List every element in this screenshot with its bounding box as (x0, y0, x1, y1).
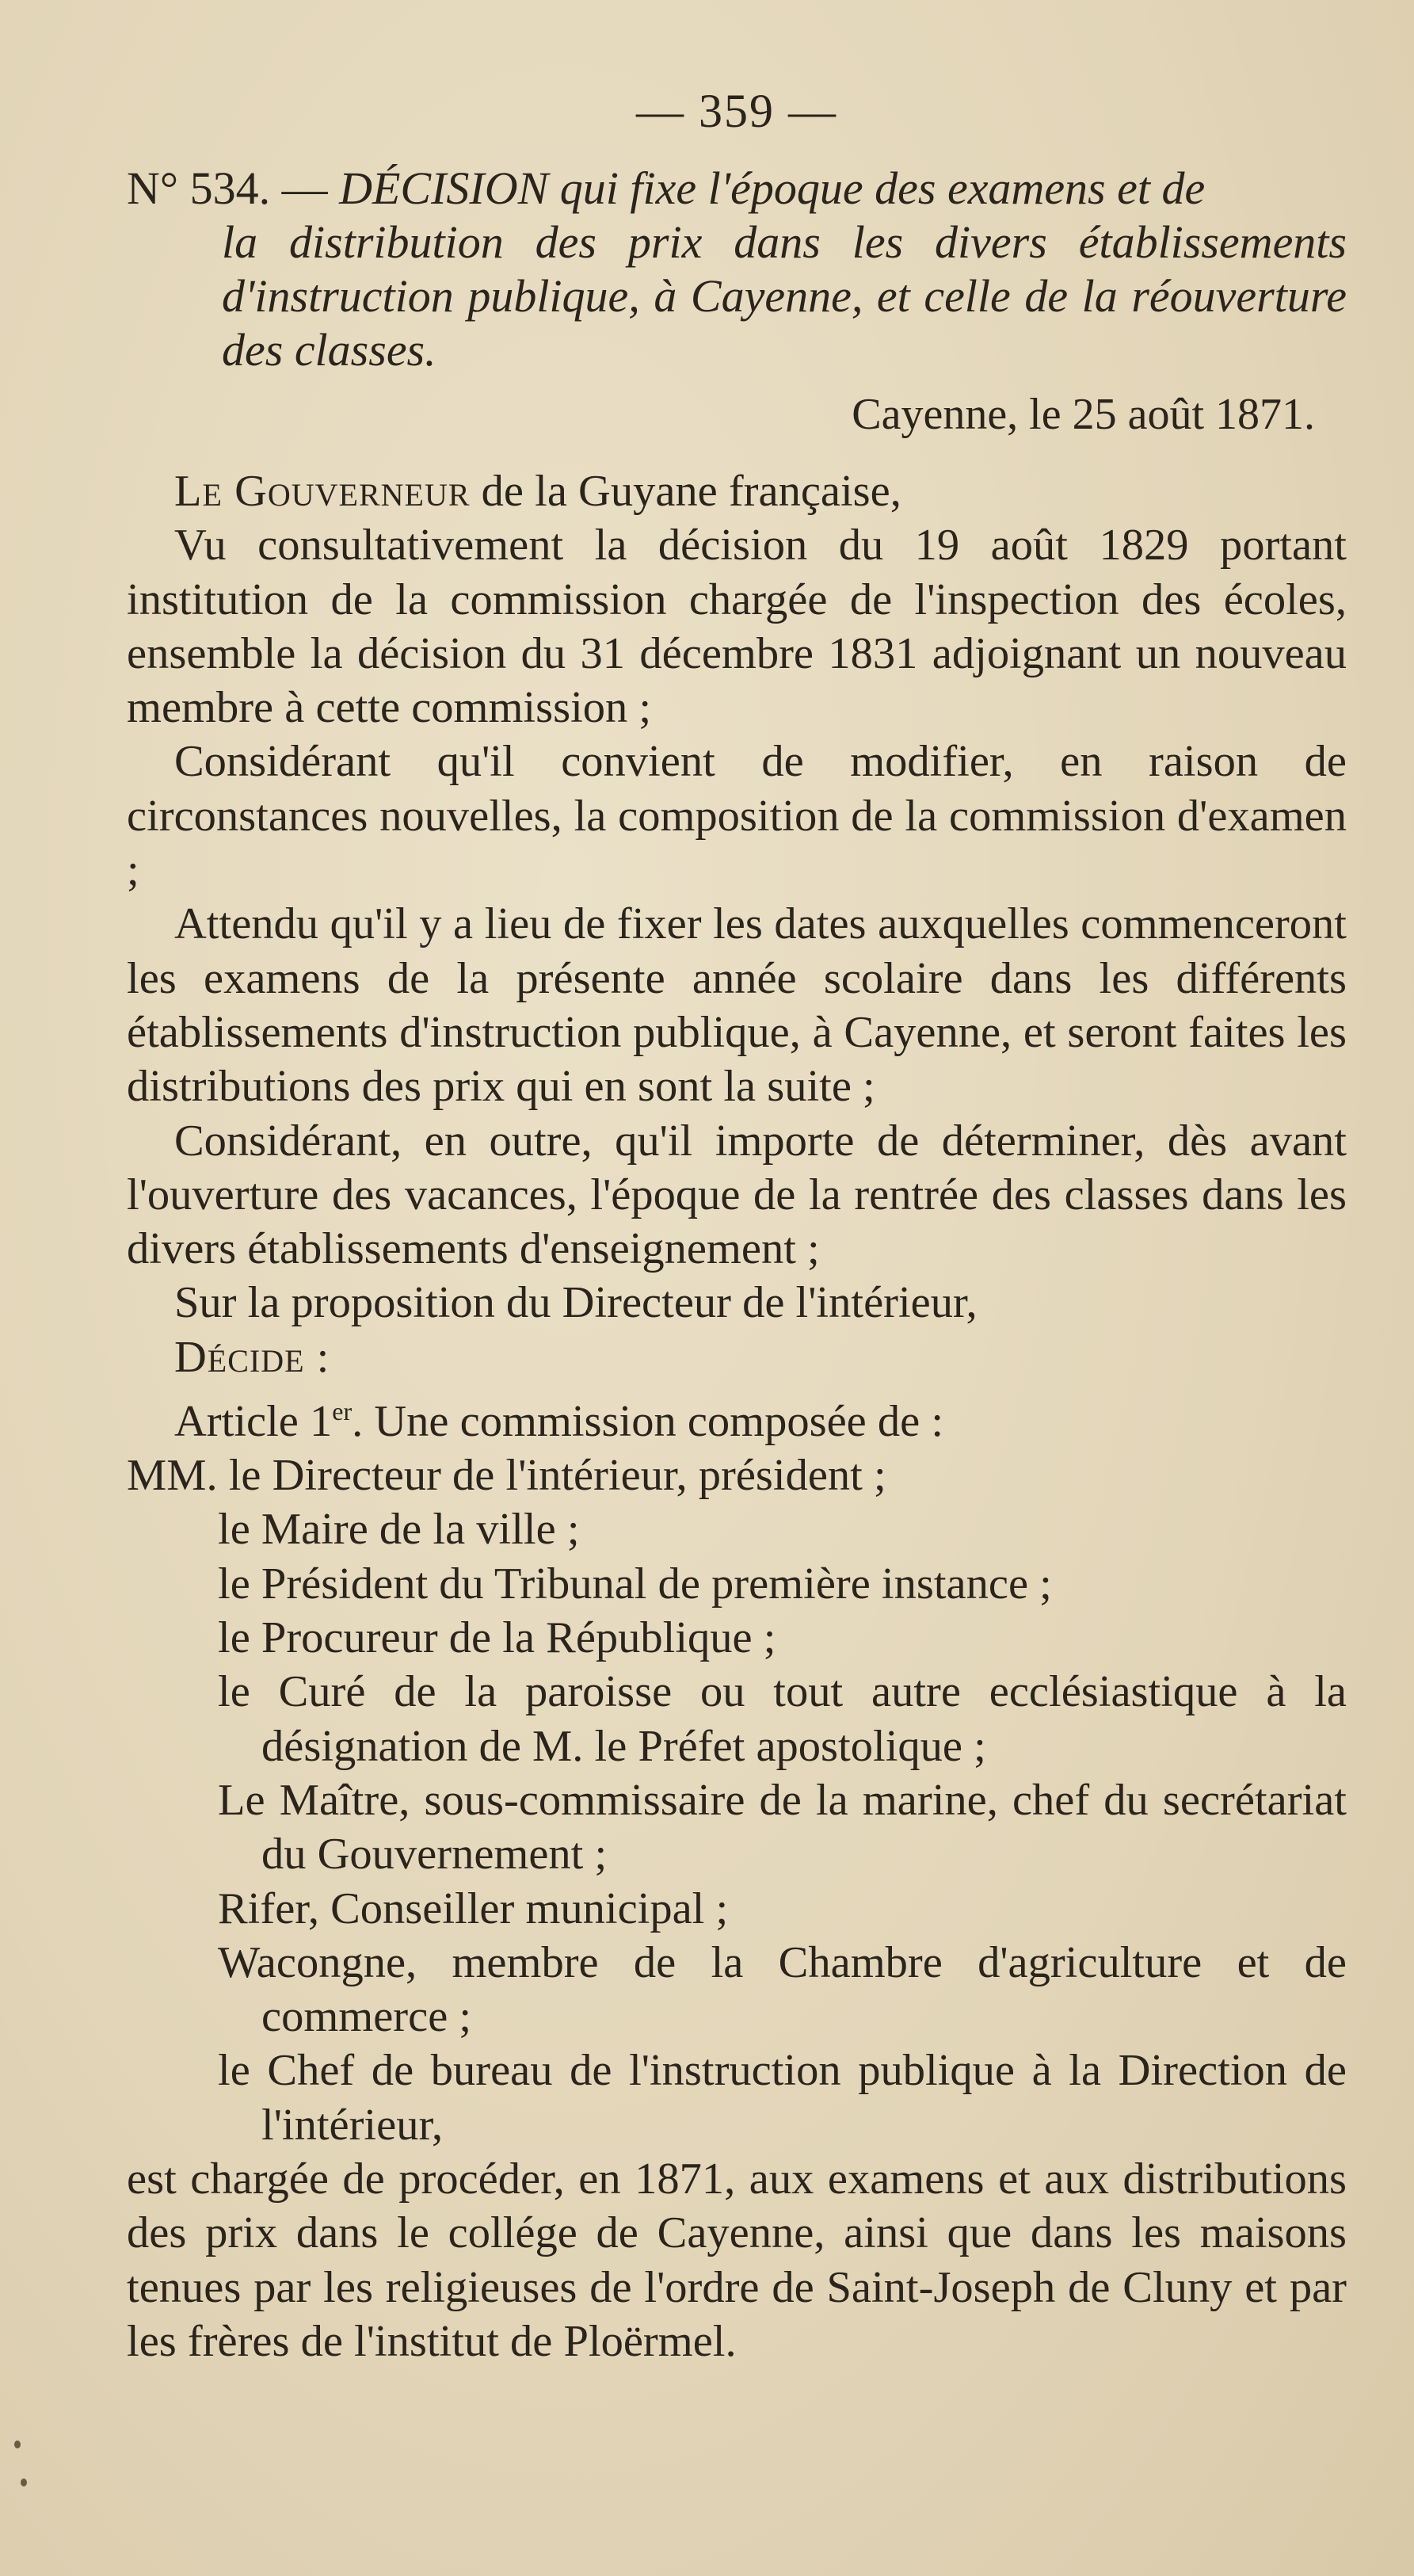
member-item: MM. le Directeur de l'intérieur, président ; (127, 1451, 886, 1501)
article-sup: er (332, 1397, 353, 1426)
decision-title-lead: DÉCISION (339, 162, 549, 214)
member-item: le Maire de la ville ; (218, 1505, 580, 1555)
decision-heading (127, 162, 1347, 377)
paragraph-considerant-1: Considérant qu'il convient de modifier, en raison de circonstances nouvelles, la composition de la commission d'examen ; (127, 737, 1347, 895)
dateline: Cayenne, le 25 août 1871. (852, 390, 1315, 439)
paper-speck (14, 2441, 21, 2448)
paragraph-considerant-2: Considérant, en outre, qu'il importe de déterminer, dès avant l'ouverture des vacances, l'époque de la rentrée des classes dans les divers établissements d'enseignement ; (127, 1116, 1347, 1274)
paragraph-vu: Vu consultativement la décision du 19 août 1829 portant institution de la commission chargée de l'inspection des écoles, ensemble la décision du 31 décembre 1831 adjoignant un nouveau membre à cette commission ; (127, 521, 1347, 733)
decision-title-line1: qui fixe l'époque des examens et de (548, 162, 1206, 214)
member-item: Rifer, Conseiller municipal ; (218, 1883, 729, 1933)
article-label: Article 1 (174, 1396, 333, 1446)
decision-title-continuation: la distribution des prix dans les divers établissements d'instruction publique, à Cayenne, et celle de la réouverture des classes. (222, 216, 1347, 376)
member-item: le Président du Tribunal de première instance ; (218, 1559, 1052, 1609)
article-1 (127, 1384, 1347, 1448)
member-item: le Procureur de la République ; (218, 1613, 776, 1663)
governor-line (127, 464, 1347, 518)
article-text: . Une commission composée de : (352, 1396, 944, 1446)
member-item: Wacongne, membre de la Chambre d'agriculture et de commerce ; (218, 1937, 1347, 2042)
governor-rest: de la Guyane française, (470, 467, 901, 516)
closing-paragraph: est chargée de procéder, en 1871, aux examens et aux distributions des prix dans le collége de Cayenne, ainsi que dans les maisons tenues par les religieuses de l'ordre de Saint-Joseph de Cluny et par les frères de l'institut de Ploërmel. (127, 2154, 1347, 2366)
page-number: — 359 — (636, 85, 837, 137)
decision-number: N° 534. (127, 162, 271, 214)
members-list (127, 1448, 1347, 2152)
text-block (127, 79, 1347, 2368)
governor-label: Le Gouverneur (174, 467, 471, 516)
paragraph-proposition: Sur la proposition du Directeur de l'intérieur, (174, 1278, 978, 1328)
paper-speck (21, 2479, 27, 2486)
decide-label: Décide : (174, 1332, 330, 1382)
member-item: le Curé de la paroisse ou tout autre ecclésiastique à la désignation de M. le Préfet apostolique ; (218, 1667, 1347, 1771)
heading-dash: — (270, 162, 340, 214)
paragraph-attendu: Attendu qu'il y a lieu de fixer les dates auxquelles commenceront les examens de la présente année scolaire dans les différents établissements d'instruction publique, à Cayenne, et seront faites les distributions des prix qui en sont la suite ; (127, 899, 1347, 1112)
member-item: le Chef de bureau de l'instruction publique à la Direction de l'intérieur, (218, 2046, 1347, 2150)
member-item: Le Maître, sous-commissaire de la marine, chef du secrétariat du Gouvernement ; (218, 1775, 1347, 1880)
